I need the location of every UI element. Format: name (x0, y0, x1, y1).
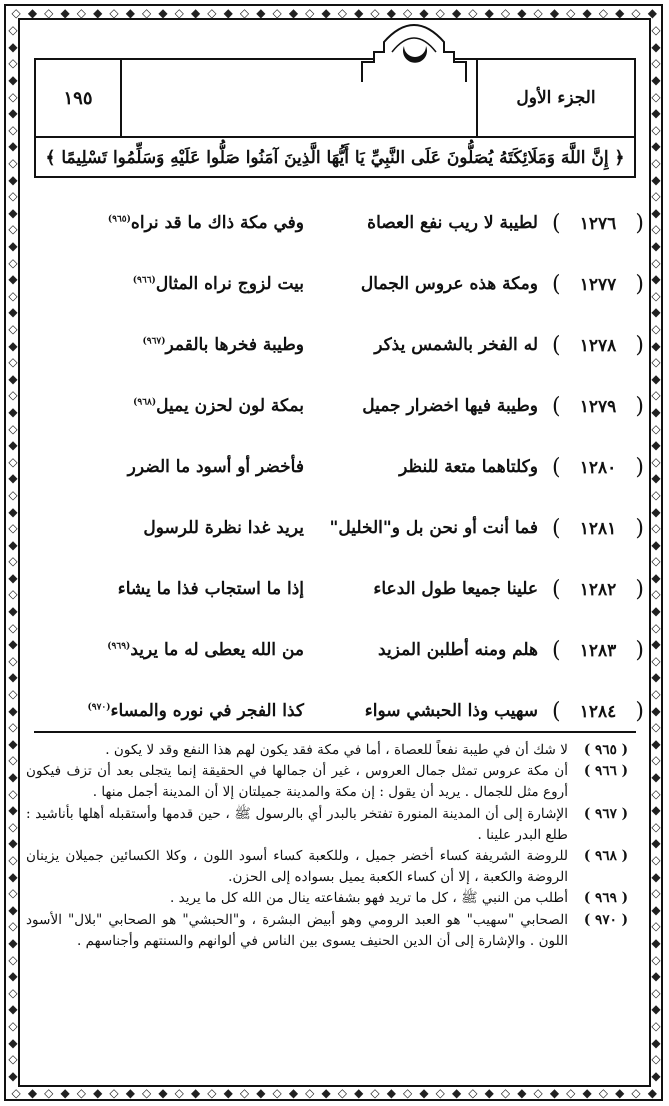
footnote (26, 804, 638, 846)
crescent-arch-icon (360, 22, 468, 82)
poem-verse (24, 693, 644, 733)
section-title: الجزء الأول (476, 60, 634, 136)
poem-verse (24, 449, 644, 489)
verse-second-half: كذا الفجر في نوره والمساء$^{(٩٧٠)}$ (87, 701, 304, 721)
verse-first-half: هلم ومنه أطلبن المزيد (378, 640, 538, 660)
poem-verse (24, 510, 644, 550)
verse-number: ( ١٢٧٩ ) (552, 392, 644, 422)
footnote-text: للروضة الشريفة كساء أخضر جميل ، وللكعبة كساء أسود اللون ، وكلا الكسائين جميلان يزينان الروضة والكعبة ، إلا أن كساء الكعبة يميل بسواده إلى الحزن. (26, 848, 568, 886)
verse-number: ( ١٢٨٣ ) (552, 636, 644, 666)
footnote-ref: (٩٦٧) (142, 336, 166, 347)
verse-number: ( ١٢٧٨ ) (552, 331, 644, 361)
poem-verse (24, 571, 644, 611)
footnote-number: ( ٩٦٩ ) (583, 890, 629, 907)
verse-second-half: من الله يعطى له ما يريد$^{(٩٦٩)}$ (107, 640, 304, 660)
header-ornament-area (120, 60, 478, 136)
ornament-band-right: ◇ ◆ ◇ ◆ ◇ ◆ ◇ ◆ ◇ ◆ ◇ ◆ ◇ ◆ ◇ ◆ ◇ ◆ ◇ ◆ ◇ ◆ ◇ ◆ ◇ ◆ ◇ ◆ ◇ ◆ ◇ ◆ ◇ ◆ ◇ ◆ ◇ ◆ ◇ ◆ ◇ ◆ ◇ ◆ ◇ ◆ ◇ ◆ ◇ ◆ ◇ ◆ ◇ ◆ ◇ ◆ ◇ ◆ ◇ ◆ ◇ ◆ ◇ ◆ (651, 23, 661, 1083)
footnote-ref: (٩٦٦) (132, 275, 156, 286)
poem-verse (24, 205, 644, 245)
page-header (34, 58, 636, 138)
ornament-band-bottom: ◇ ◆ ◇ ◆ ◇ ◆ ◇ ◆ ◇ ◆ ◇ ◆ ◇ ◆ ◇ ◆ ◇ ◆ ◇ ◆ ◇ ◆ ◇ ◆ ◇ ◆ ◇ ◆ ◇ ◆ ◇ ◆ ◇ ◆ ◇ ◆ ◇ ◆ ◇ ◆ (11, 1086, 657, 1100)
footnote-ref: (٩٦٩) (107, 641, 131, 652)
footnotes-section (26, 740, 638, 952)
footnote (26, 888, 638, 909)
poem-verse (24, 632, 644, 672)
footnote-number: ( ٩٦٦ ) (583, 763, 629, 780)
footnote-text: لا شك أن في طيبة نفعاً للعصاة ، أما في مكة فقد يكون لهم هذا النفع وقد لا يكون . (105, 742, 568, 758)
verse-first-half: ومكة هذه عروس الجمال (360, 274, 538, 294)
verse-first-half: فما أنت أو نحن بل و"الخليل" (329, 518, 538, 538)
footnote-text: أطلب من النبي ﷺ ، كل ما تريد فهو بشفاعته ينال من الله كل ما يريد . (169, 890, 568, 907)
verse-number: ( ١٢٨١ ) (552, 514, 644, 544)
footnote (26, 846, 638, 888)
ornament-band-left: ◇ ◆ ◇ ◆ ◇ ◆ ◇ ◆ ◇ ◆ ◇ ◆ ◇ ◆ ◇ ◆ ◇ ◆ ◇ ◆ ◇ ◆ ◇ ◆ ◇ ◆ ◇ ◆ ◇ ◆ ◇ ◆ ◇ ◆ ◇ ◆ ◇ ◆ ◇ ◆ ◇ ◆ ◇ ◆ ◇ ◆ ◇ ◆ ◇ ◆ ◇ ◆ ◇ ◆ ◇ ◆ ◇ ◆ ◇ ◆ ◇ ◆ ◇ ◆ (8, 23, 18, 1083)
footnote-text: الإشارة إلى أن المدينة المنورة تفتخر بالبدر أي بالرسول ﷺ ، حين قدمها وأستقبله أهلها بأناشيد : طلع البدر علينا . (26, 805, 568, 843)
verse-number: ( ١٢٨٠ ) (552, 453, 644, 483)
poem-verse (24, 266, 644, 306)
footnote-number: ( ٩٦٥ ) (583, 742, 629, 758)
verse-first-half: له الفخر بالشمس يذكر (374, 335, 538, 355)
footnote-text: أن مكة عروس تمثل جمال العروس ، غير أن جمالها في الحقيقة إنما يتجلى بعد أن تزف فيكون أروع مثل للجمال . يريد أن يقول : إن مكة والمدينة جميلتان إلا أن المدينة أجمل منها . (26, 763, 568, 801)
verse-first-half: وكلتاهما متعة للنظر (399, 457, 538, 477)
page-number: ١٩٥ (36, 60, 122, 136)
verse-second-half: وطيبة فخرها بالقمر$^{(٩٦٧)}$ (142, 335, 304, 355)
poem-verse (24, 327, 644, 367)
footnote-number: ( ٩٦٨ ) (583, 848, 629, 865)
footnote (26, 910, 638, 952)
footnote (26, 740, 638, 761)
quran-verse-banner: ﴿ إِنَّ اللَّهَ وَمَلَائِكَتَهُ يُصَلُّونَ عَلَى النَّبِيِّ يَا أَيُّهَا الَّذِينَ آمَنُوا صَلُّوا عَلَيْهِ وَسَلِّمُوا تَسْلِيمًا ﴾ (34, 138, 636, 178)
verse-first-half: وطيبة فيها اخضرار جميل (362, 396, 538, 416)
verse-second-half: إذا ما استجاب فذا ما يشاء (117, 579, 304, 599)
footnote-number: ( ٩٧٠ ) (583, 911, 629, 928)
verse-second-half: يريد غدا نظرة للرسول (143, 518, 304, 538)
verse-number: ( ١٢٧٧ ) (552, 270, 644, 300)
footnote-ref: (٩٦٨) (133, 397, 157, 408)
footnote-text: الصحابي "سهيب" هو العبد الرومي وهو أبيض البشرة ، و"الحبشي" هو الصحابي "بلال" الأسود اللون . والإشارة إلى أن الدين الحنيف يسوى بين الناس في ألوانهم والسنتهم وأجناسهم . (26, 911, 568, 949)
verse-first-half: سهيب وذا الحبشي سواء (364, 701, 538, 721)
verse-number: ( ١٢٨٤ ) (552, 697, 644, 727)
poem-verse (24, 388, 644, 428)
ornament-band-top: ◇ ◆ ◇ ◆ ◇ ◆ ◇ ◆ ◇ ◆ ◇ ◆ ◇ ◆ ◇ ◆ ◇ ◆ ◇ ◆ ◇ ◆ ◇ ◆ ◇ ◆ ◇ ◆ ◇ ◆ ◇ ◆ ◇ ◆ ◇ ◆ ◇ ◆ ◇ ◆ (11, 6, 657, 20)
verse-number: ( ١٢٨٢ ) (552, 575, 644, 605)
verse-first-half: علينا جميعا طول الدعاء (373, 579, 538, 599)
footnote-number: ( ٩٦٧ ) (583, 805, 629, 822)
footnote-divider (34, 731, 636, 733)
verse-second-half: بيت لزوج نراه المثال$^{(٩٦٦)}$ (132, 274, 304, 294)
footnote-ref: (٩٦٥) (107, 214, 131, 225)
verse-number: ( ١٢٧٦ ) (552, 209, 644, 239)
footnote-ref: (٩٧٠) (87, 702, 111, 713)
verse-second-half: فأخضر أو أسود ما الضرر (127, 457, 304, 477)
verse-second-half: وفي مكة ذاك ما قد نراه$^{(٩٦٥)}$ (107, 213, 304, 233)
verse-first-half: لطيبة لا ريب نفع العصاة (367, 213, 538, 233)
footnote (26, 761, 638, 803)
verse-second-half: بمكة لون لحزن يميل$^{(٩٦٨)}$ (133, 396, 304, 416)
